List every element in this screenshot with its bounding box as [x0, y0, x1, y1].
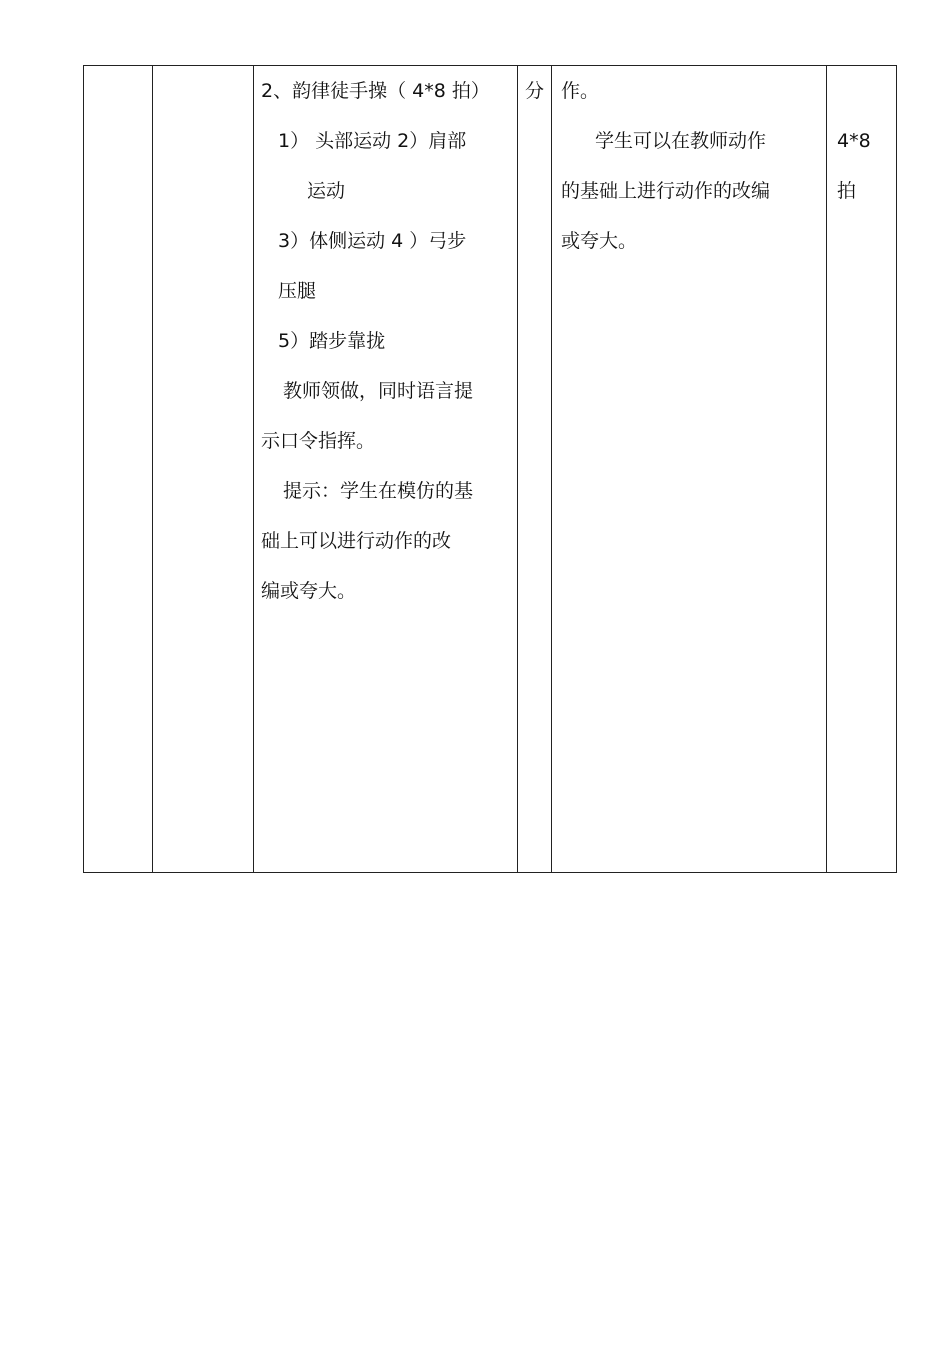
time-unit-text: 分 — [524, 80, 544, 102]
student-line-2: 学生可以在教师动作 — [595, 130, 767, 152]
content-line-2: 1） 头部运动 2）肩部 — [278, 130, 467, 152]
blank-cell-stage — [153, 66, 254, 873]
content-line-9: 提示：学生在模仿的基 — [283, 480, 474, 502]
count-spacer — [837, 66, 896, 116]
lesson-plan-table — [83, 65, 897, 873]
count-unit: 拍 — [837, 180, 857, 202]
student-activity-cell — [552, 66, 827, 873]
content-line-11: 编或夸大。 — [261, 580, 357, 602]
content-line-8: 示口令指挥。 — [261, 430, 376, 452]
table-row — [84, 66, 897, 873]
content-line-7: 教师领做，同时语言提 — [283, 380, 474, 402]
blank-cell-section — [84, 66, 153, 873]
content-line-10: 础上可以进行动作的改 — [261, 530, 452, 552]
content-cell — [254, 66, 518, 873]
content-line-4: 3）体侧运动 4 ）弓步 — [278, 230, 467, 252]
content-line-1: 2、韵律徒手操（ 4*8 拍） — [261, 80, 490, 102]
content-line-3: 运动 — [307, 180, 346, 202]
content-line-6: 5）踏步靠拢 — [278, 330, 386, 352]
student-line-1: 作。 — [561, 80, 600, 102]
count-cell — [827, 66, 897, 873]
student-line-3: 的基础上进行动作的改编 — [561, 180, 771, 202]
content-line-5: 压腿 — [278, 280, 317, 302]
student-line-4: 或夸大。 — [561, 230, 638, 252]
count-value: 4*8 — [837, 130, 871, 152]
time-cell — [518, 66, 552, 873]
